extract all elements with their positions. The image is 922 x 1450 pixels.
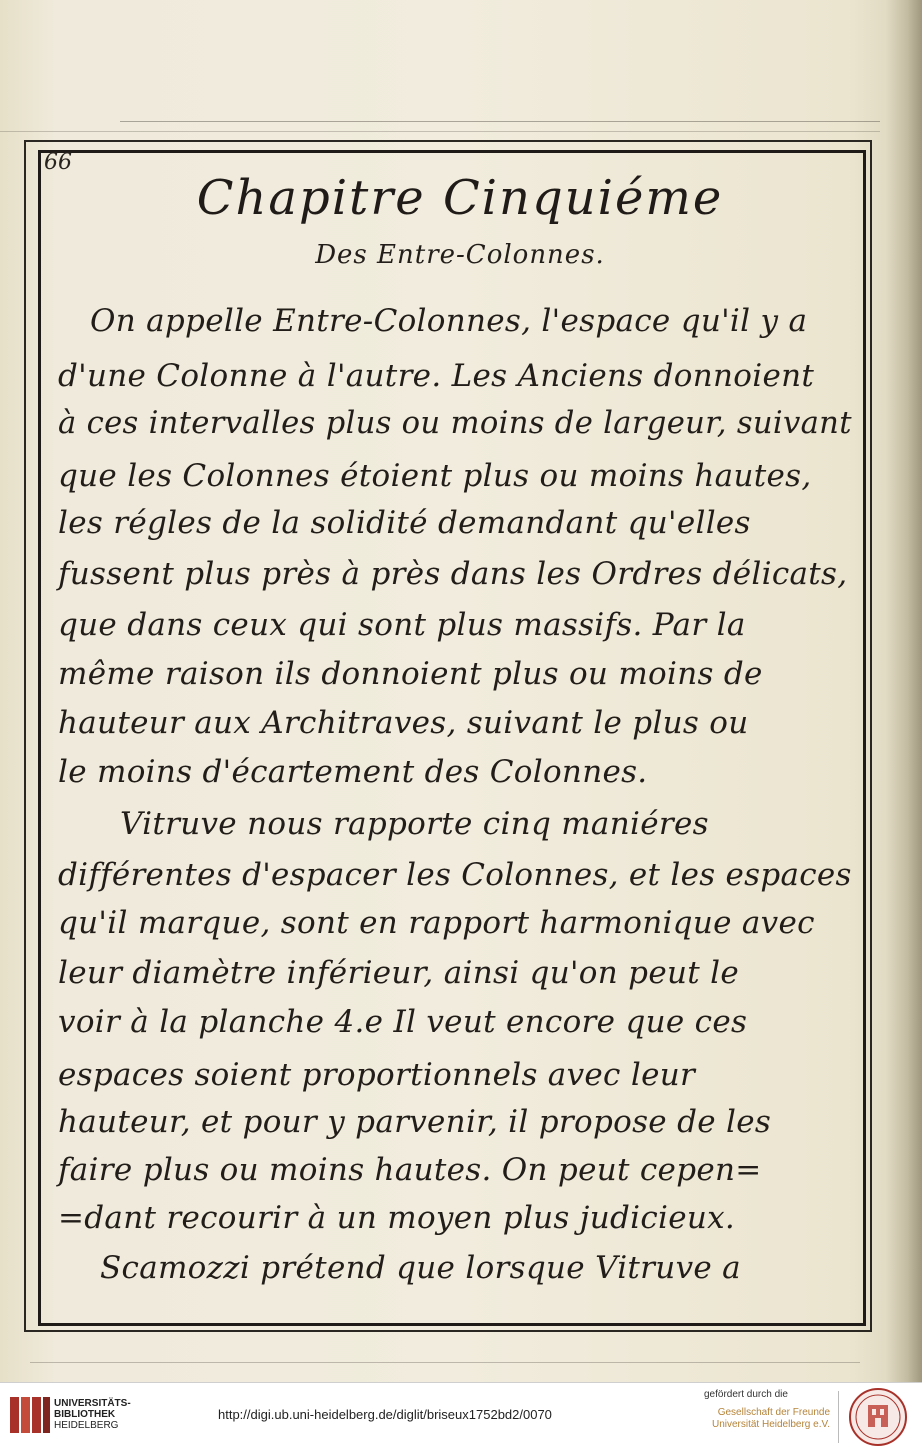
library-name[interactable] bbox=[54, 1398, 131, 1431]
text-line: même raison ils donnoient plus ou moins de bbox=[58, 656, 763, 692]
text-line: Vitruve nous rapporte cinq maniéres bbox=[120, 806, 709, 842]
text-line: On appelle Entre-Colonnes, l'espace qu'il y a bbox=[90, 303, 808, 339]
ruled-line bbox=[30, 1362, 860, 1363]
sponsor-label: gefördert durch die bbox=[704, 1389, 788, 1400]
page-number: 66 bbox=[44, 150, 72, 175]
text-line: qu'il marque, sont en rapport harmonique avec bbox=[58, 905, 815, 941]
library-logo-icon[interactable] bbox=[8, 1393, 52, 1437]
text-line: d'une Colonne à l'autre. Les Anciens donnoient bbox=[58, 358, 815, 394]
text-line: que dans ceux qui sont plus massifs. Par la bbox=[58, 607, 746, 643]
text-line: différentes d'espacer les Colonnes, et les espaces bbox=[58, 857, 852, 893]
text-line: hauteur aux Architraves, suivant le plus ou bbox=[58, 705, 749, 741]
text-line: =dant recourir à un moyen plus judicieux. bbox=[58, 1200, 736, 1236]
sponsor-name-line: Gesellschaft der Freunde bbox=[717, 1407, 830, 1418]
text-line: fussent plus près à près dans les Ordres délicats, bbox=[58, 556, 848, 592]
text-line: le moins d'écartement des Colonnes. bbox=[58, 754, 648, 790]
library-name-line: HEIDELBERG bbox=[54, 1420, 119, 1431]
text-line: leur diamètre inférieur, ainsi qu'on peut le bbox=[58, 955, 740, 991]
viewer-footer bbox=[0, 1382, 922, 1450]
library-name-line: UNIVERSITÄTS- bbox=[54, 1398, 131, 1409]
text-line: voir à la planche 4.e Il veut encore que ces bbox=[58, 1004, 748, 1040]
university-seal-icon[interactable] bbox=[848, 1387, 908, 1447]
chapter-subtitle: Des Entre-Colonnes. bbox=[315, 240, 605, 270]
text-line: que les Colonnes étoient plus ou moins hautes, bbox=[58, 458, 812, 494]
sponsor-name[interactable] bbox=[706, 1407, 830, 1431]
ruled-line bbox=[120, 121, 880, 122]
chapter-title: Chapitre Cinquiéme bbox=[196, 170, 724, 226]
text-line: faire plus ou moins hautes. On peut cepen= bbox=[58, 1152, 762, 1188]
text-line: Scamozzi prétend que lorsque Vitruve a bbox=[100, 1250, 741, 1286]
text-line: les régles de la solidité demandant qu'elles bbox=[58, 505, 751, 541]
footer-divider bbox=[838, 1391, 839, 1443]
sponsor-name-line: Universität Heidelberg e.V. bbox=[711, 1419, 830, 1430]
text-line: hauteur, et pour y parvenir, il propose de les bbox=[58, 1104, 772, 1140]
text-line: à ces intervalles plus ou moins de largeur, suivant bbox=[58, 406, 852, 441]
ruled-line bbox=[0, 131, 880, 132]
permalink-url[interactable]: http://digi.ub.uni-heidelberg.de/diglit/briseux1752bd2/0070 bbox=[218, 1407, 552, 1422]
text-line: espaces soient proportionnels avec leur bbox=[58, 1057, 696, 1093]
book-spine-shadow bbox=[886, 0, 922, 1382]
library-name-line: BIBLIOTHEK bbox=[54, 1409, 116, 1420]
